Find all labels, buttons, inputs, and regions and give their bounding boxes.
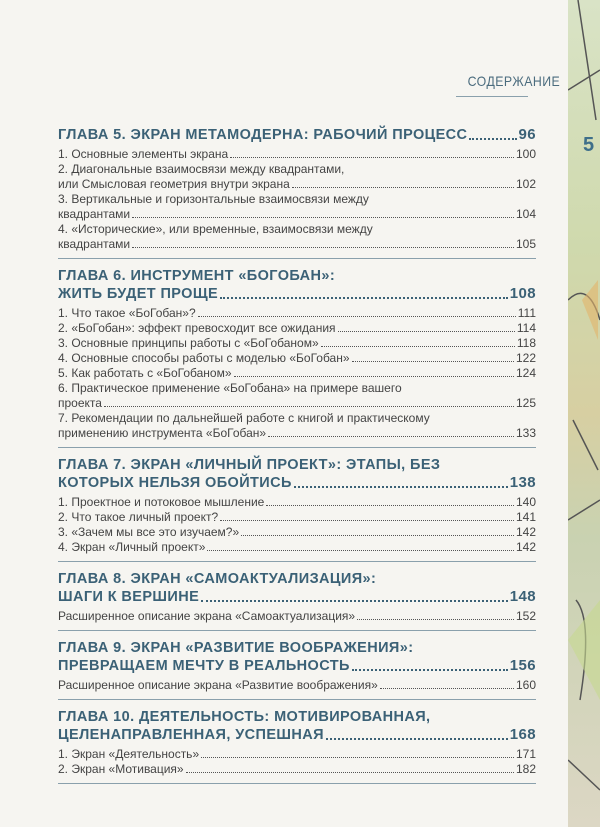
dot-leader bbox=[207, 550, 514, 551]
entry-page-number: 142 bbox=[515, 525, 536, 539]
entry-page-number: 152 bbox=[515, 609, 536, 623]
dot-leader bbox=[132, 217, 514, 218]
entry-title: 6. Практическое применение «БоГобана» на примере вашего bbox=[58, 381, 402, 395]
dot-leader bbox=[241, 535, 514, 536]
chapter-title: ГЛАВА 6. ИНСТРУМЕНТ «БОГОБАН»: bbox=[58, 268, 336, 284]
entry-title: 5. Как работать с «БоГобаном» bbox=[58, 366, 232, 380]
toc-entry[interactable] bbox=[58, 147, 536, 162]
chapter-heading[interactable] bbox=[58, 474, 536, 492]
dot-leader bbox=[132, 247, 514, 248]
table-of-contents bbox=[58, 126, 536, 792]
entry-title: квадрантами bbox=[58, 207, 131, 221]
side-page-number: 5 bbox=[583, 134, 595, 156]
entry-title: 2. Экран «Мотивация» bbox=[58, 762, 184, 776]
dot-leader bbox=[234, 376, 514, 377]
entry-last-line bbox=[58, 207, 536, 222]
dot-leader bbox=[352, 361, 514, 362]
dot-leader bbox=[186, 772, 514, 773]
toc-entry[interactable] bbox=[58, 762, 536, 777]
toc-entry[interactable] bbox=[58, 525, 536, 540]
toc-entry[interactable] bbox=[58, 381, 536, 411]
chapter-title: ЦЕЛЕНАПРАВЛЕННАЯ, УСПЕШНАЯ bbox=[58, 727, 324, 743]
chapter-page-number: 168 bbox=[509, 726, 536, 743]
dot-leader bbox=[230, 157, 514, 158]
chapter-title: ПРЕВРАЩАЕМ МЕЧТУ В РЕАЛЬНОСТЬ bbox=[58, 658, 350, 674]
toc-entry[interactable] bbox=[58, 321, 536, 336]
chapter-title: ГЛАВА 7. ЭКРАН «ЛИЧНЫЙ ПРОЕКТ»: ЭТАПЫ, БЕЗ bbox=[58, 457, 441, 473]
entry-title: 2. Диагональные взаимосвязи между квадрантами, bbox=[58, 162, 345, 176]
chapter-block bbox=[58, 570, 536, 631]
section-list bbox=[58, 495, 536, 555]
entry-page-number: 160 bbox=[515, 678, 536, 692]
entry-title: 7. Рекомендации по дальнейшей работе с книгой и практическому bbox=[58, 411, 430, 425]
chapter-title: ГЛАВА 10. ДЕЯТЕЛЬНОСТЬ: МОТИВИРОВАННАЯ, bbox=[58, 709, 431, 725]
chapter-heading[interactable] bbox=[58, 126, 536, 144]
entry-title: или Смысловая геометрия внутри экрана bbox=[58, 177, 290, 191]
toc-entry[interactable] bbox=[58, 411, 536, 441]
dot-leader bbox=[469, 138, 516, 140]
entry-last-line bbox=[58, 426, 536, 441]
toc-entry[interactable] bbox=[58, 540, 536, 555]
chapter-heading[interactable] bbox=[58, 726, 536, 744]
chapter-title: ЖИТЬ БУДЕТ ПРОЩЕ bbox=[58, 286, 219, 302]
dot-leader bbox=[220, 297, 508, 299]
toc-entry[interactable] bbox=[58, 510, 536, 525]
entry-title: 3. Основные принципы работы с «БоГобаном» bbox=[58, 336, 319, 350]
entry-page-number: 182 bbox=[515, 762, 536, 776]
chapter-title: ГЛАВА 8. ЭКРАН «САМОАКТУАЛИЗАЦИЯ»: bbox=[58, 571, 377, 587]
chapter-block bbox=[58, 708, 536, 784]
toc-entry[interactable] bbox=[58, 306, 536, 321]
entry-title: проекта bbox=[58, 396, 102, 410]
toc-entry[interactable] bbox=[58, 222, 536, 252]
entry-title: 1. Проектное и потоковое мышление bbox=[58, 495, 265, 509]
section-list bbox=[58, 678, 536, 693]
entry-title: 1. Экран «Деятельность» bbox=[58, 747, 200, 761]
entry-title: применению инструмента «БоГобан» bbox=[58, 426, 267, 440]
entry-page-number: 124 bbox=[515, 366, 536, 380]
entry-page-number: 118 bbox=[516, 336, 536, 350]
entry-page-number: 122 bbox=[515, 351, 536, 365]
dot-leader bbox=[357, 619, 514, 620]
entry-page-number: 142 bbox=[515, 540, 536, 554]
entry-page-number: 171 bbox=[515, 747, 536, 761]
chapter-title: ГЛАВА 9. ЭКРАН «РАЗВИТИЕ ВООБРАЖЕНИЯ»: bbox=[58, 640, 414, 656]
entry-page-number: 111 bbox=[517, 306, 536, 320]
toc-entry[interactable] bbox=[58, 366, 536, 381]
chapter-title: ГЛАВА 5. ЭКРАН МЕТАМОДЕРНА: РАБОЧИЙ ПРОЦЕСС bbox=[58, 127, 468, 143]
entry-title: квадрантами bbox=[58, 237, 131, 251]
toc-entry[interactable] bbox=[58, 609, 536, 624]
entry-page-number: 140 bbox=[515, 495, 536, 509]
chapter-title: КОТОРЫХ НЕЛЬЗЯ ОБОЙТИСЬ bbox=[58, 475, 292, 491]
section-list bbox=[58, 747, 536, 777]
entry-page-number: 104 bbox=[515, 207, 536, 221]
toc-entry[interactable] bbox=[58, 678, 536, 693]
entry-page-number: 133 bbox=[515, 426, 536, 440]
dot-leader bbox=[326, 738, 508, 740]
dot-leader bbox=[201, 600, 508, 602]
chapter-page-number: 96 bbox=[518, 126, 536, 143]
chapter-page-number: 156 bbox=[509, 657, 536, 674]
chapter-heading[interactable] bbox=[58, 657, 536, 675]
entry-title: 1. Основные элементы экрана bbox=[58, 147, 229, 161]
dot-leader bbox=[266, 505, 514, 506]
entry-title: Расширенное описание экрана «Самоактуализация» bbox=[58, 609, 356, 623]
dot-leader bbox=[338, 331, 515, 332]
entry-page-number: 100 bbox=[515, 147, 536, 161]
dot-leader bbox=[104, 406, 514, 407]
dot-leader bbox=[352, 669, 508, 671]
illustration-edge bbox=[568, 0, 600, 827]
entry-last-line bbox=[58, 177, 536, 192]
heading-underline bbox=[456, 96, 528, 97]
entry-page-number: 141 bbox=[515, 510, 536, 524]
toc-entry[interactable] bbox=[58, 162, 536, 192]
entry-title: Расширенное описание экрана «Развитие воображения» bbox=[58, 678, 378, 692]
dot-leader bbox=[380, 688, 514, 689]
entry-title: 4. Основные способы работы с моделью «БоГобан» bbox=[58, 351, 350, 365]
toc-entry[interactable] bbox=[58, 747, 536, 762]
chapter-block bbox=[58, 267, 536, 448]
entry-title: 3. Вертикальные и горизонтальные взаимосвязи между bbox=[58, 192, 369, 206]
chapter-heading[interactable] bbox=[58, 588, 536, 606]
toc-entry[interactable] bbox=[58, 336, 536, 351]
entry-page-number: 114 bbox=[516, 321, 536, 335]
section-list bbox=[58, 609, 536, 624]
dot-leader bbox=[198, 316, 516, 317]
entry-title: 4. Экран «Личный проект» bbox=[58, 540, 206, 554]
dot-leader bbox=[294, 486, 508, 488]
toc-entry[interactable] bbox=[58, 495, 536, 510]
section-list bbox=[58, 306, 536, 441]
chapter-block bbox=[58, 456, 536, 562]
entry-page-number: 125 bbox=[515, 396, 536, 410]
dot-leader bbox=[292, 187, 514, 188]
chapter-page-number: 138 bbox=[509, 474, 536, 491]
entry-title: 3. «Зачем мы все это изучаем?» bbox=[58, 525, 240, 539]
toc-entry[interactable] bbox=[58, 351, 536, 366]
dot-leader bbox=[201, 757, 514, 758]
dot-leader bbox=[268, 436, 514, 437]
chapter-title: ШАГИ К ВЕРШИНЕ bbox=[58, 589, 200, 605]
entry-title: 1. Что такое «БоГобан»? bbox=[58, 306, 196, 320]
entry-last-line bbox=[58, 237, 536, 252]
entry-last-line bbox=[58, 396, 536, 411]
chapter-block bbox=[58, 639, 536, 700]
entry-title: 4. «Исторические», или временные, взаимосвязи между bbox=[58, 222, 373, 236]
entry-page-number: 102 bbox=[515, 177, 536, 191]
chapter-heading[interactable] bbox=[58, 285, 536, 303]
entry-page-number: 105 bbox=[515, 237, 536, 251]
entry-title: 2. «БоГобан»: эффект превосходит все ожидания bbox=[58, 321, 336, 335]
chapter-block bbox=[58, 126, 536, 259]
chapter-page-number: 148 bbox=[509, 588, 536, 605]
chapter-page-number: 108 bbox=[509, 285, 536, 302]
dot-leader bbox=[220, 520, 514, 521]
dot-leader bbox=[321, 346, 515, 347]
section-list bbox=[58, 147, 536, 252]
toc-entry[interactable] bbox=[58, 192, 536, 222]
contents-heading: СОДЕРЖАНИЕ bbox=[467, 73, 560, 89]
entry-title: 2. Что такое личный проект? bbox=[58, 510, 219, 524]
